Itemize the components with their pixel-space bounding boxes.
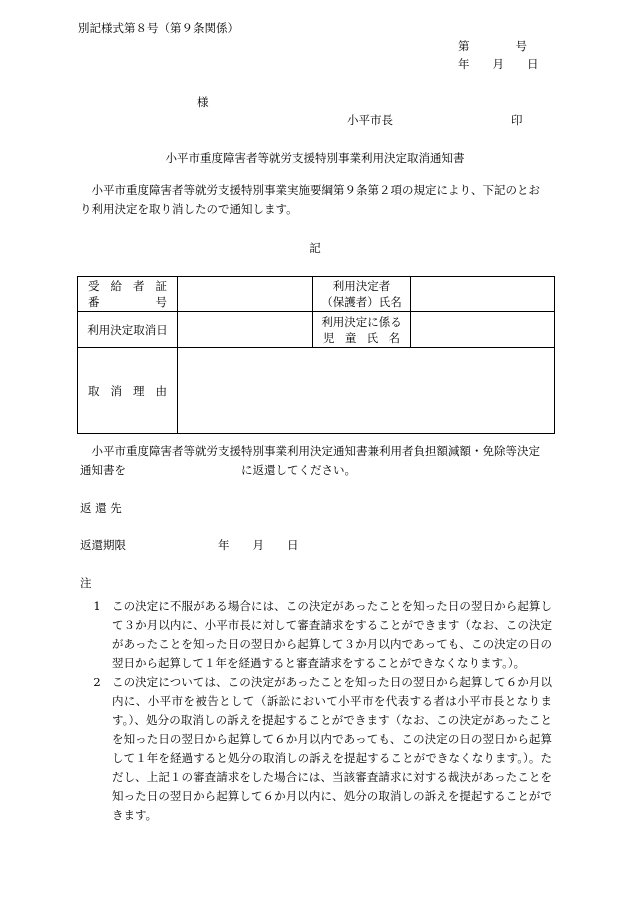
cancel-date-label: 利用決定取消日 xyxy=(78,312,178,348)
seal-mark: 印 xyxy=(511,113,523,127)
return-deadline-label: 返還期限 xyxy=(80,538,126,552)
intro-paragraph: 小平市重度障害者等就労支援特別事業実施要綱第９条第２項の規定により、下記のとおり利用決定を取り消したので通知します。 xyxy=(80,183,540,216)
cancel-date-value xyxy=(178,312,313,348)
addressee-suffix: 様 xyxy=(197,95,209,109)
decision-holder-label: 利用決定者 （保護者）氏名 xyxy=(313,277,411,312)
return-to-label: 返 還 先 xyxy=(80,501,122,515)
child-name-label: 利用決定に係る 児 童 氏 名 xyxy=(313,312,411,348)
document-number: 第 号 xyxy=(458,39,527,53)
return-deadline-date: 年 月 日 xyxy=(218,538,299,552)
note-number: 2 xyxy=(93,675,101,689)
cancel-reason-label: 取 消 理 由 xyxy=(78,348,178,434)
return-instruction-line2: 通知書を に返還してください。 xyxy=(80,463,356,477)
recipient-number-label: 受 給 者 証 番 号 xyxy=(78,277,178,312)
ki-heading: 記 xyxy=(309,241,321,255)
note-number: 1 xyxy=(93,599,101,613)
note-item xyxy=(82,673,552,825)
decision-holder-value xyxy=(411,277,555,312)
cancellation-info-table xyxy=(77,276,555,434)
issuer-name: 小平市長 xyxy=(347,113,393,127)
issue-date: 年 月 日 xyxy=(458,57,539,71)
notes-heading: 注 xyxy=(80,576,92,590)
note-item xyxy=(82,597,552,673)
return-instruction-line1: 小平市重度障害者等就労支援特別事業利用決定通知書兼利用者負担額減額・免除等決定 xyxy=(80,444,540,458)
recipient-number-value xyxy=(178,277,313,312)
document-title: 小平市重度障害者等就労支援特別事業利用決定取消通知書 xyxy=(165,151,465,165)
notes-list xyxy=(82,597,552,825)
note-text: この決定については、この決定があったことを知った日の翌日から起算して６か月以内に、小平市を被告として（訴訟において小平市を代表する者は小平市長となります。）、処分の取消しの訴えを提起することができます（なお、この決定があったことを知った日の翌日から起算して６か月以内であっても、この決定の日の翌日から起算して１年を経過すると処分の取消しの訴えを提起することができなくなります。）。ただし、上記１の審査請求をした場合には、当該審査請求に対する裁決があったことを知った日の翌日から起算して６か月以内に、処分の取消しの訴えを提起することができます。 xyxy=(112,675,552,822)
cancel-reason-value xyxy=(178,348,555,434)
child-name-value xyxy=(411,312,555,348)
note-text: この決定に不服がある場合には、この決定があったことを知った日の翌日から起算して３か月以内に、小平市長に対して審査請求をすることができます（なお、この決定があったことを知った日の翌日から起算して３か月以内であっても、この決定の日の翌日から起算して１年を経過すると審査請求をすることができなくなります。）。 xyxy=(112,599,552,670)
form-number-label: 別記様式第８号（第９条関係） xyxy=(78,21,239,35)
